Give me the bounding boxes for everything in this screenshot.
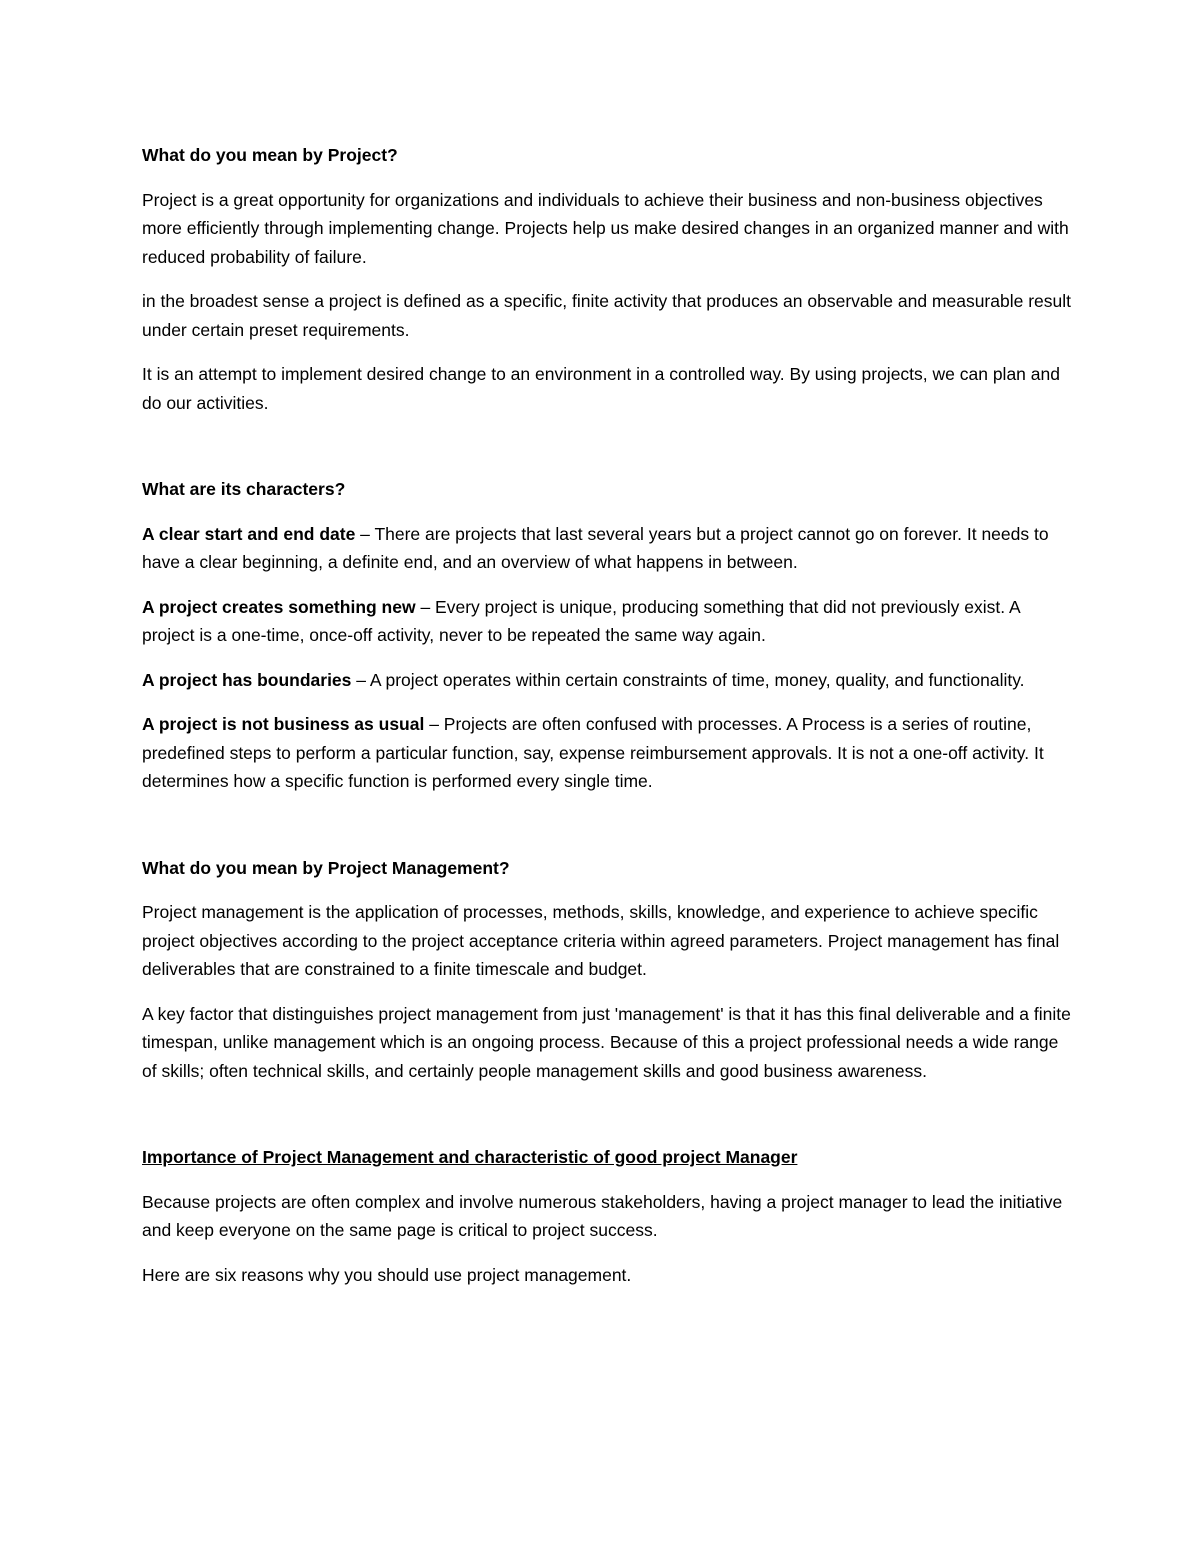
paragraph: A key factor that distinguishes project management from just 'management' is that it has this final deliverable and a finite timespan, unlike management which is an ongoing process. Because of this a project professional needs a wide range of skills; often technical skills, and certainly people management skills and good business awareness. bbox=[142, 1003, 1071, 1081]
characteristic-item bbox=[142, 666, 1072, 695]
characteristic-item bbox=[142, 593, 1072, 650]
characteristic-item bbox=[142, 710, 1072, 796]
characteristic-text: – Every project is unique, producing something that did not previously exist. A project is a one-time, once-off activity, never to be repeated the same way again. bbox=[142, 596, 1020, 645]
paragraph: in the broadest sense a project is defined as a specific, finite activity that produces an observable and measurable result under certain preset requirements. bbox=[142, 291, 1072, 340]
document-body bbox=[142, 141, 1072, 1305]
paragraph: Project is a great opportunity for organizations and individuals to achieve their business and non-business objectives more efficiently through implementing change. Projects help us make desired changes in an organized manner and with reduced probability of failure. bbox=[142, 189, 1069, 267]
paragraph: Here are six reasons why you should use project management. bbox=[142, 1264, 632, 1285]
paragraph: Because projects are often complex and involve numerous stakeholders, having a project manager to lead the initiative and keep everyone on the same page is critical to project success. bbox=[142, 1191, 1063, 1240]
characteristic-item bbox=[142, 520, 1072, 577]
characteristic-term: A project is not business as usual bbox=[142, 714, 425, 734]
section-spacer bbox=[142, 812, 1072, 854]
section-heading-characters: What are its characters? bbox=[142, 479, 346, 499]
section-spacer bbox=[142, 1101, 1072, 1143]
section-heading-project-management: What do you mean by Project Management? bbox=[142, 857, 510, 878]
section-heading-project: What do you mean by Project? bbox=[142, 145, 398, 165]
characteristic-text: – A project operates within certain constraints of time, money, quality, and functionality. bbox=[351, 669, 1025, 690]
characteristic-term: A project has boundaries bbox=[142, 669, 352, 690]
characteristic-term: A clear start and end date bbox=[142, 523, 356, 544]
characteristic-text: – Projects are often confused with processes. A Process is a series of routine, predefined steps to perform a particular function, say, expense reimbursement approvals. It is not a one-off activity. It determines how a specific function is performed every single time. bbox=[142, 714, 1044, 791]
section-spacer bbox=[142, 433, 1072, 475]
paragraph: It is an attempt to implement desired change to an environment in a controlled way. By using projects, we can plan and do our activities. bbox=[142, 364, 1060, 413]
paragraph: Project management is the application of processes, methods, skills, knowledge, and experience to achieve specific project objectives according to the project acceptance criteria within agreed parameters. Project management has final deliverables that are constrained to a finite timescale and budget. bbox=[142, 902, 1060, 979]
characteristic-text: – There are projects that last several years but a project cannot go on forever. It needs to have a clear beginning, a definite end, and an overview of what happens in between. bbox=[142, 523, 1049, 572]
characteristic-term: A project creates something new bbox=[142, 596, 416, 617]
section-heading-importance: Importance of Project Management and characteristic of good project Manager bbox=[142, 1147, 798, 1167]
